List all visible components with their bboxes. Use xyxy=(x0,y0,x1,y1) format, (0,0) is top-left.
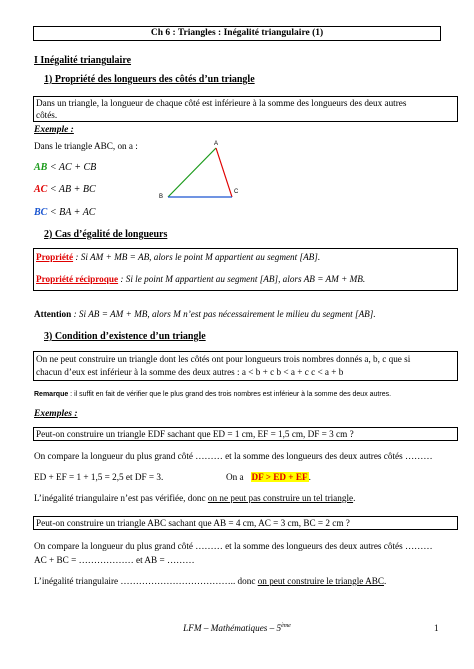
footer-label: LFM – Mathématiques – 5ème xyxy=(183,623,291,634)
inequality-ac: AC < AB + BC xyxy=(34,184,96,195)
subsection-3-heading: 3) Condition d’existence d’un triangle xyxy=(44,331,206,342)
inequality-lhs: BC xyxy=(34,207,48,218)
example-1-conclusion: L’inégalité triangulaire n’est pas vérifiée, donc on ne peut pas construire un tel triangle. xyxy=(34,493,356,503)
examples-label: Exemples : xyxy=(34,409,78,419)
example-1-question: Peut-on construire un triangle EDF sachant que ED = 1 cm, EF = 1,5 cm, DF = 3 cm ? xyxy=(36,429,354,439)
inequality-bc: BC < BA + AC xyxy=(34,207,96,218)
example-1-compare: On compare la longueur du plus grand côté ……… et la somme des longueurs des deux autres côtés ……… xyxy=(34,451,433,461)
section-heading: I Inégalité triangulaire xyxy=(34,55,132,66)
example-2-question: Peut-on construire un triangle ABC sachant que AB = 4 cm, AC = 3 cm, BC = 2 cm ? xyxy=(36,518,350,528)
example-label: Exemple : xyxy=(34,125,74,135)
property-line-1: Dans un triangle, la longueur de chaque côté est inférieure à la somme des longueurs des deux autres xyxy=(36,98,407,108)
side-ab xyxy=(168,148,216,197)
remark: Remarque : il suffit en fait de vérifier que le plus grand des trois nombres est inférieur à la somme des deux autres. xyxy=(34,391,392,398)
subsection-2-heading: 2) Cas d’égalité de longueurs xyxy=(44,229,168,240)
example-2-compare: On compare la longueur du plus grand côté ……… et la somme des longueurs des deux autres côtés ……… xyxy=(34,541,433,551)
condition-line-2: chacun d’eux est inférieur à la somme des deux autres : a < b + c b < a + c c < a + b xyxy=(36,367,344,377)
inequality-lhs: AC xyxy=(34,184,48,195)
condition-line-1: On ne peut construire un triangle dont les côtés ont pour longueurs trois nombres donnés a, b, c que si xyxy=(36,354,411,364)
inequality-ab: AB < AC + CB xyxy=(34,162,97,173)
attention-note: Attention : Si AB = AM + MB, alors M n’est pas nécessairement le milieu du segment [AB]. xyxy=(34,309,376,319)
side-ac xyxy=(216,148,232,197)
example-2-conclusion: L’inégalité triangulaire ……………………………….. donc on peut construire le triangle ABC. xyxy=(34,576,387,586)
example-2-calc: AC + BC = ……………… et AB = ……… xyxy=(34,555,195,565)
example-1-result: On a DF > ED + EF. xyxy=(226,472,311,482)
property-line-2: côtés. xyxy=(36,110,58,120)
property-statement: Propriété : Si AM + MB = AB, alors le point M appartient au segment [AB]. xyxy=(36,252,321,262)
page-title: Ch 6 : Triangles : Inégalité triangulaire (1) xyxy=(150,28,324,38)
triangle-figure xyxy=(150,138,270,218)
inequality-lhs: AB xyxy=(34,162,48,173)
example-intro: Dans le triangle ABC, on a : xyxy=(34,141,138,151)
vertex-a-label: A xyxy=(214,141,219,147)
example-1-calc: ED + EF = 1 + 1,5 = 2,5 et DF = 3. xyxy=(34,472,164,482)
vertex-b-label: B xyxy=(159,194,164,200)
subsection-1-heading: 1) Propriété des longueurs des côtés d’un triangle xyxy=(44,74,255,85)
reciprocal-statement: Propriété réciproque : Si le point M appartient au segment [AB], alors AB = AM + MB. xyxy=(36,274,366,284)
page-number: 1 xyxy=(434,623,439,633)
vertex-c-label: C xyxy=(234,189,239,195)
